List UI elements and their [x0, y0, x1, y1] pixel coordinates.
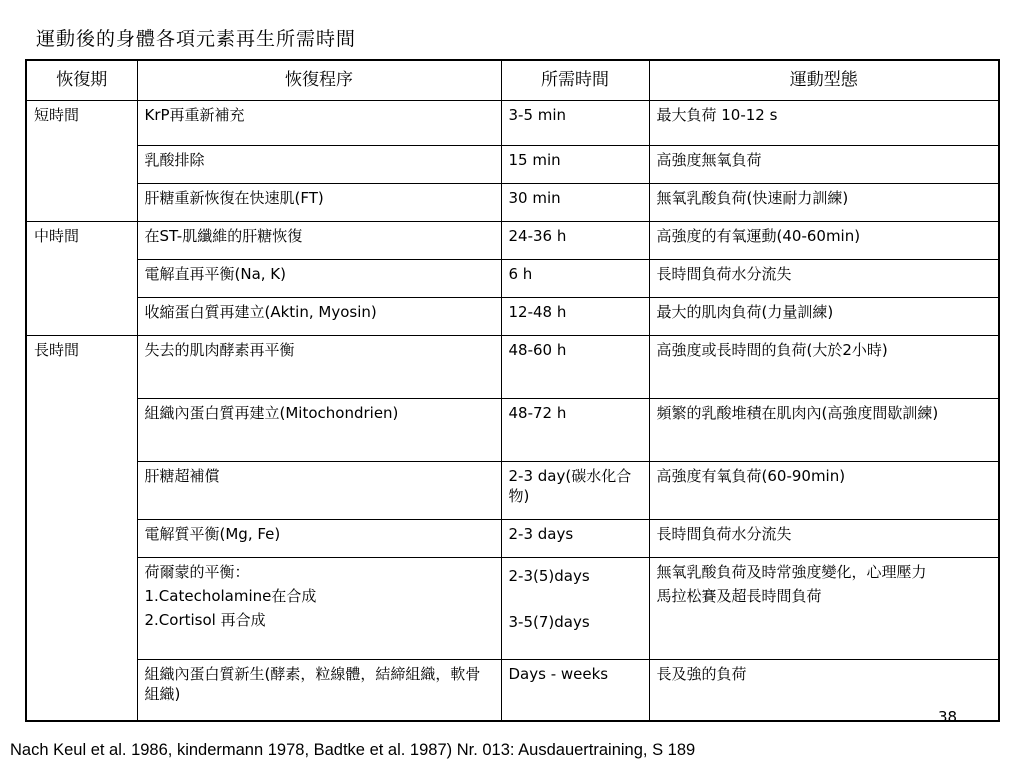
- time-cell: 2-3 day(碳水化合物): [501, 461, 649, 519]
- type-cell: 頻繁的乳酸堆積在肌肉內(高強度間歇訓練): [649, 398, 999, 461]
- table-row: [26, 557, 999, 659]
- time-cell: 12-48 h: [501, 297, 649, 335]
- type-cell: 長時間負荷水分流失: [649, 519, 999, 557]
- type-cell: 高強度無氧負荷: [649, 145, 999, 183]
- hormone-line-2: 1.Catecholamine在合成: [144, 586, 317, 605]
- process-cell: 電解直再平衡(Na, K): [137, 259, 501, 297]
- time-cell: 2-3 days: [501, 519, 649, 557]
- hormone-time-1: 2-3(5)days: [508, 566, 590, 585]
- process-cell: 肝糖重新恢復在快速肌(FT): [137, 183, 501, 221]
- time-cell: 15 min: [501, 145, 649, 183]
- table-row: [26, 659, 999, 721]
- table-row: [26, 221, 999, 259]
- table-row: [26, 398, 999, 461]
- time-cell: 3-5 min: [501, 100, 649, 145]
- recovery-table: [25, 59, 1000, 722]
- type-cell: 高強度有氧負荷(60-90min): [649, 461, 999, 519]
- page-title: 運動後的身體各項元素再生所需時間: [36, 28, 357, 50]
- header-process: 恢復程序: [137, 60, 501, 100]
- process-cell: KrP再重新補充: [137, 100, 501, 145]
- process-cell: 肝糖超補償: [137, 461, 501, 519]
- type-cell: 長時間負荷水分流失: [649, 259, 999, 297]
- table-row: [26, 145, 999, 183]
- type-cell: 無氧乳酸負荷(快速耐力訓練): [649, 183, 999, 221]
- table-row: [26, 259, 999, 297]
- type-cell: 最大負荷 10-12 s: [649, 100, 999, 145]
- header-row: [26, 60, 999, 100]
- table-row: [26, 519, 999, 557]
- header-time: 所需時間: [501, 60, 649, 100]
- process-cell: 組織內蛋白質再建立(Mitochondrien): [137, 398, 501, 461]
- type-cell: 長及強的負荷: [649, 659, 999, 721]
- time-cell: 6 h: [501, 259, 649, 297]
- process-cell: 收縮蛋白質再建立(Aktin, Myosin): [137, 297, 501, 335]
- header-phase: 恢復期: [26, 60, 137, 100]
- hormone-line-1: 荷爾蒙的平衡：: [144, 562, 250, 581]
- hormone-type-1: 無氧乳酸負荷及時常強度變化，心理壓力: [656, 562, 927, 581]
- time-cell: Days - weeks: [501, 659, 649, 721]
- phase-long: 長時間: [26, 335, 137, 721]
- hormone-type-2: 馬拉松賽及超長時間負荷: [656, 586, 822, 605]
- hormone-time-cell: [501, 557, 649, 659]
- table-row: [26, 461, 999, 519]
- process-cell: 組織內蛋白質新生(酵素，粒線體，結締組織，軟骨組織): [137, 659, 501, 721]
- hormone-time-2: 3-5(7)days: [508, 612, 590, 631]
- table-row: [26, 100, 999, 145]
- table-row: [26, 335, 999, 398]
- type-cell: 最大的肌肉負荷(力量訓練): [649, 297, 999, 335]
- type-cell: 高強度的有氧運動(40-60min): [649, 221, 999, 259]
- process-cell: 在ST-肌纖維的肝糖恢復: [137, 221, 501, 259]
- phase-mid: 中時間: [26, 221, 137, 335]
- hormone-process-cell: [137, 557, 501, 659]
- page-number: 38: [938, 708, 958, 726]
- time-cell: 48-72 h: [501, 398, 649, 461]
- table-row: [26, 297, 999, 335]
- header-type: 運動型態: [649, 60, 999, 100]
- type-cell: 高強度或長時間的負荷(大於2小時): [649, 335, 999, 398]
- time-cell: 24-36 h: [501, 221, 649, 259]
- hormone-line-3: 2.Cortisol 再合成: [144, 611, 266, 629]
- process-cell: 失去的肌肉酵素再平衡: [137, 335, 501, 398]
- hormone-type-cell: [649, 557, 999, 659]
- process-cell: 乳酸排除: [137, 145, 501, 183]
- time-cell: 48-60 h: [501, 335, 649, 398]
- phase-short: 短時間: [26, 100, 137, 221]
- process-cell: 電解質平衡(Mg, Fe): [137, 519, 501, 557]
- citation-footer: Nach Keul et al. 1986, kindermann 1978, Badtke et al. 1987) Nr. 013: Ausdauertraining, S 189: [10, 741, 696, 759]
- table-row: [26, 183, 999, 221]
- time-cell: 30 min: [501, 183, 649, 221]
